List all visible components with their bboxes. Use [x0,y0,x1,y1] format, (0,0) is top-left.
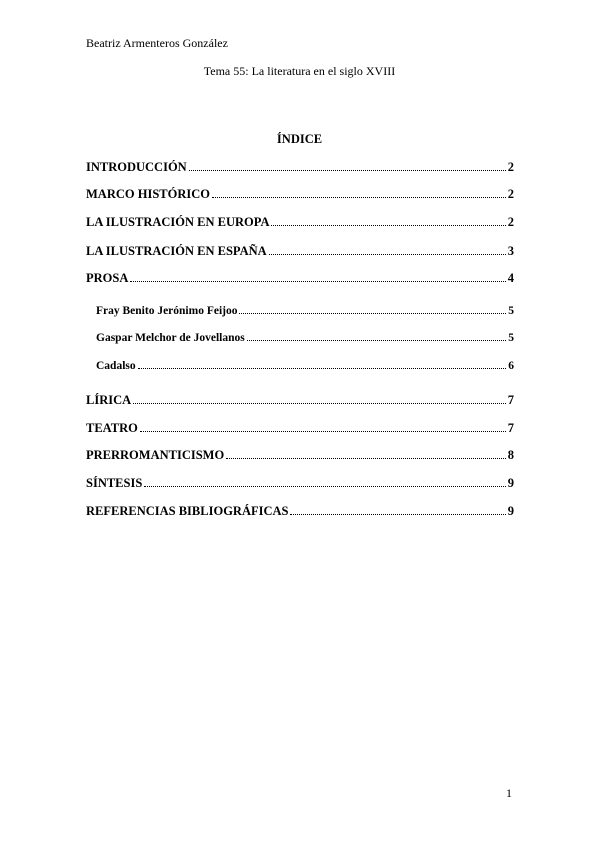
toc-entry-label: Fray Benito Jerónimo Feijoo [96,305,238,317]
toc-entry-page: 9 [507,504,514,518]
author-name: Beatriz Armenteros González [86,36,228,50]
toc-dot-leader [269,254,506,255]
toc-entry-prosa[interactable] [86,271,514,286]
toc-entry-sintesis[interactable] [86,476,514,491]
toc-entry-label: SÍNTESIS [86,476,143,490]
toc-entry-label: LÍRICA [86,393,132,407]
toc-dot-leader [212,197,506,198]
toc-entry-teatro[interactable] [86,421,514,436]
toc-dot-leader [144,486,505,487]
toc-entry-page: 5 [508,332,514,344]
toc-entry-page: 4 [507,271,514,285]
toc-entry-label: TEATRO [86,421,138,435]
page-number: 1 [506,786,512,800]
toc-entry-page: 2 [507,160,514,174]
toc-entry-feijoo[interactable] [96,305,514,317]
toc-entry-page: 6 [508,360,514,372]
toc-entry-label: PRERROMANTICISMO [86,448,225,462]
toc-entry-jovellanos[interactable] [96,332,514,344]
toc-dot-leader [189,170,506,171]
toc-dot-leader [140,431,506,432]
toc-dot-leader [290,514,505,515]
toc-dot-leader [247,340,506,341]
toc-entry-label: Gaspar Melchor de Jovellanos [96,332,245,344]
toc-entry-prerromanticismo[interactable] [86,448,514,463]
toc-entry-label: PROSA [86,271,129,285]
toc-entry-page: 5 [508,305,514,317]
toc-entry-page: 8 [507,448,514,462]
toc-entry-label: INTRODUCCIÓN [86,160,187,174]
toc-dot-leader [226,458,506,459]
toc-dot-leader [130,281,505,282]
toc-entry-page: 9 [507,476,514,490]
toc-entry-referencias[interactable] [86,504,514,519]
toc-entry-ilustracion-europa[interactable] [86,215,514,230]
toc-entry-page: 7 [507,421,514,435]
toc-dot-leader [133,403,506,404]
document-title: Tema 55: La literatura en el siglo XVIII [203,64,396,78]
toc-entry-label: MARCO HISTÓRICO [86,187,210,201]
toc-entry-ilustracion-espana[interactable] [86,244,514,259]
toc-entry-label: Cadalso [96,360,136,372]
toc-entry-cadalso[interactable] [96,360,514,372]
toc-entry-label: REFERENCIAS BIBLIOGRÁFICAS [86,504,289,518]
toc-entry-introduccion[interactable] [86,160,514,175]
toc-entry-marco-historico[interactable] [86,187,514,202]
toc-entry-page: 2 [507,187,514,201]
toc-entry-page: 2 [507,215,514,229]
toc-entry-page: 7 [507,393,514,407]
toc-entry-lirica[interactable] [86,393,514,408]
toc-dot-leader [271,225,505,226]
toc-entry-page: 3 [507,244,514,258]
toc-heading: ÍNDICE [276,132,323,146]
toc-entry-label: LA ILUSTRACIÓN EN EUROPA [86,215,270,229]
toc-entry-label: LA ILUSTRACIÓN EN ESPAÑA [86,244,267,258]
toc-dot-leader [239,313,506,314]
toc-dot-leader [138,368,507,369]
